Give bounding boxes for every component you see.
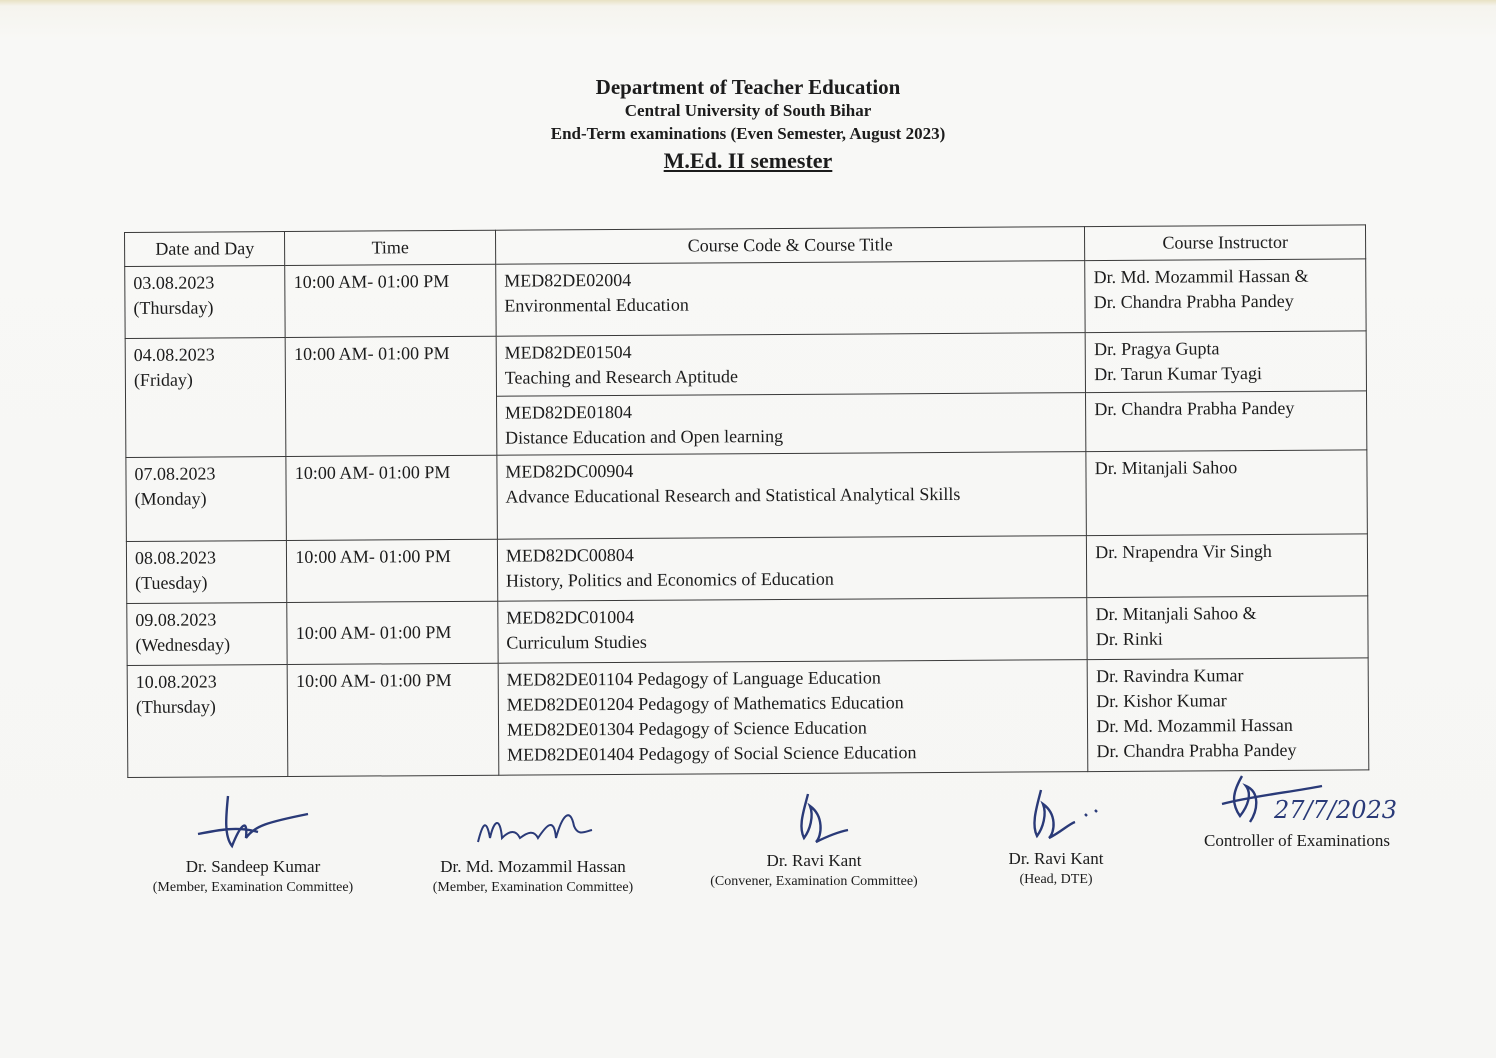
- table-row: [126, 534, 1367, 604]
- signature-ravi-kant-head: [966, 784, 1146, 890]
- document-header: [0, 74, 1496, 176]
- course-title: Advance Educational Research and Statistical Analytical Skills: [505, 483, 961, 507]
- exam-day: (Monday): [134, 488, 207, 509]
- instructor-name: Dr. Chandra Prabha Pandey: [1094, 397, 1295, 420]
- instructor-name: Dr. Chandra Prabha Pandey: [1096, 739, 1297, 762]
- table-row: [127, 658, 1369, 778]
- course-cell: [496, 393, 1086, 456]
- exam-date: 03.08.2023: [133, 272, 215, 293]
- signature-ravi-kant-convener: [686, 786, 942, 892]
- instructor-name: Dr. Md. Mozammil Hassan &: [1093, 265, 1309, 288]
- course-title: Distance Education and Open learning: [505, 425, 784, 448]
- instructor-name: Dr. Md. Mozammil Hassan: [1096, 714, 1293, 737]
- signature-block: [0, 780, 1496, 920]
- exam-day: (Thursday): [133, 297, 214, 318]
- instructor-cell: [1085, 259, 1366, 333]
- signatory-role: (Convener, Examination Committee): [710, 874, 918, 889]
- exam-date: 08.08.2023: [134, 547, 217, 568]
- col-header-time: Time: [285, 230, 496, 265]
- instructor-cell: [1087, 658, 1368, 772]
- course-title: Teaching and Research Aptitude: [504, 366, 738, 388]
- date-cell: [125, 266, 286, 339]
- signatory-name: Dr. Ravi Kant: [766, 851, 862, 870]
- program-title: M.Ed. II semester: [663, 148, 833, 173]
- instructor-name: Dr. Kishor Kumar: [1096, 690, 1227, 712]
- signature-mozammil-hassan: [408, 786, 658, 898]
- date-cell: [127, 665, 288, 778]
- course-cell: [497, 536, 1087, 602]
- col-header-date: Date and Day: [125, 232, 286, 267]
- time-cell: 10:00 AM- 01:00 PM: [288, 663, 499, 776]
- course-cell: [497, 452, 1087, 540]
- exam-title: End-Term examinations (Even Semester, August 2023): [550, 124, 946, 143]
- course-code: MED82DE01504: [504, 341, 632, 363]
- instructor-name: Dr. Tarun Kumar Tyagi: [1094, 363, 1263, 385]
- table-row: [127, 596, 1368, 666]
- signatory-name: Controller of Examinations: [1203, 831, 1391, 850]
- signature-scrawl-icon: [1182, 766, 1412, 836]
- course-code: MED82DC00804: [505, 544, 634, 566]
- exam-day: (Thursday): [135, 696, 216, 717]
- signatory-name: Dr. Md. Mozammil Hassan: [440, 857, 626, 876]
- signature-scrawl-icon: [1001, 784, 1111, 848]
- exam-date: 07.08.2023: [134, 463, 216, 484]
- department-title: Department of Teacher Education: [595, 75, 901, 99]
- course-cell: [496, 261, 1086, 337]
- instructor-cell: [1085, 331, 1366, 393]
- signatory-role: (Member, Examination Committee): [152, 880, 354, 895]
- exam-date: 04.08.2023: [133, 344, 215, 365]
- instructor-name: Dr. Chandra Prabha Pandey: [1093, 290, 1294, 313]
- date-cell: [126, 541, 287, 604]
- col-header-instructor: Course Instructor: [1085, 225, 1366, 261]
- course-entry: MED82DE01104 Pedagogy of Language Education: [506, 667, 881, 690]
- instructor-name: Dr. Mitanjali Sahoo: [1094, 457, 1238, 479]
- signatory-name: Dr. Sandeep Kumar: [185, 857, 321, 876]
- instructor-cell: [1086, 391, 1367, 452]
- date-cell: [127, 603, 288, 666]
- time-cell: 10:00 AM- 01:00 PM: [285, 264, 496, 337]
- signatory-role: (Head, DTE): [1019, 872, 1093, 887]
- course-code: MED82DE01804: [504, 401, 633, 423]
- date-cell: [126, 457, 287, 542]
- date-cell: [125, 338, 286, 458]
- instructor-name: Dr. Ravindra Kumar: [1095, 665, 1244, 687]
- course-title: Environmental Education: [504, 294, 689, 316]
- instructor-cell: [1087, 596, 1368, 660]
- course-code: MED82DE02004: [504, 269, 632, 291]
- instructor-name: Dr. Nrapendra Vir Singh: [1095, 540, 1272, 563]
- course-entry: MED82DE01304 Pedagogy of Science Education: [506, 717, 867, 740]
- exam-day: (Tuesday): [135, 572, 208, 593]
- exam-schedule-table: [124, 224, 1369, 778]
- table-row: [125, 259, 1366, 339]
- signatory-role: (Member, Examination Committee): [432, 880, 634, 895]
- signature-sandeep-kumar: [128, 786, 378, 898]
- instructor-name: Dr. Rinki: [1095, 628, 1163, 650]
- instructor-cell: [1087, 534, 1368, 598]
- exam-date: 09.08.2023: [135, 609, 217, 630]
- exam-day: (Friday): [133, 369, 193, 390]
- exam-day: (Wednesday): [135, 634, 231, 655]
- time-cell: [287, 601, 498, 664]
- course-code: MED82DC01004: [506, 606, 635, 628]
- signature-scrawl-icon: [188, 786, 318, 856]
- instructor-cell: [1086, 450, 1367, 536]
- signatory-name: Dr. Ravi Kant: [1008, 849, 1104, 868]
- instructor-name: Dr. Pragya Gupta: [1093, 338, 1220, 360]
- course-entry: MED82DE01404 Pedagogy of Social Science Education: [507, 742, 917, 765]
- table-row: [126, 450, 1367, 542]
- signature-scrawl-icon: [764, 786, 864, 850]
- course-title: History, Politics and Economics of Education: [505, 568, 834, 591]
- time-cell: 10:00 AM- 01:00 PM: [286, 455, 497, 540]
- course-cell: [498, 660, 1088, 776]
- course-cell: [498, 598, 1088, 664]
- course-entry: MED82DE01204 Pedagogy of Mathematics Education: [506, 692, 904, 715]
- exam-time: 10:00 AM- 01:00 PM: [295, 622, 452, 643]
- time-cell: 10:00 AM- 01:00 PM: [287, 539, 498, 602]
- handwritten-date: 27/7/2023: [1274, 796, 1398, 824]
- course-code: MED82DC00904: [505, 460, 634, 482]
- university-name: Central University of South Bihar: [624, 101, 872, 120]
- course-cell: [496, 333, 1086, 397]
- signature-controller: [1172, 766, 1422, 852]
- exam-date: 10.08.2023: [135, 671, 217, 692]
- time-cell: 10:00 AM- 01:00 PM: [286, 336, 497, 456]
- col-header-course: Course Code & Course Title: [495, 227, 1085, 265]
- signature-scrawl-icon: [458, 786, 608, 856]
- course-title: Curriculum Studies: [506, 631, 647, 653]
- instructor-name: Dr. Mitanjali Sahoo &: [1095, 603, 1257, 625]
- table-row: [125, 331, 1366, 399]
